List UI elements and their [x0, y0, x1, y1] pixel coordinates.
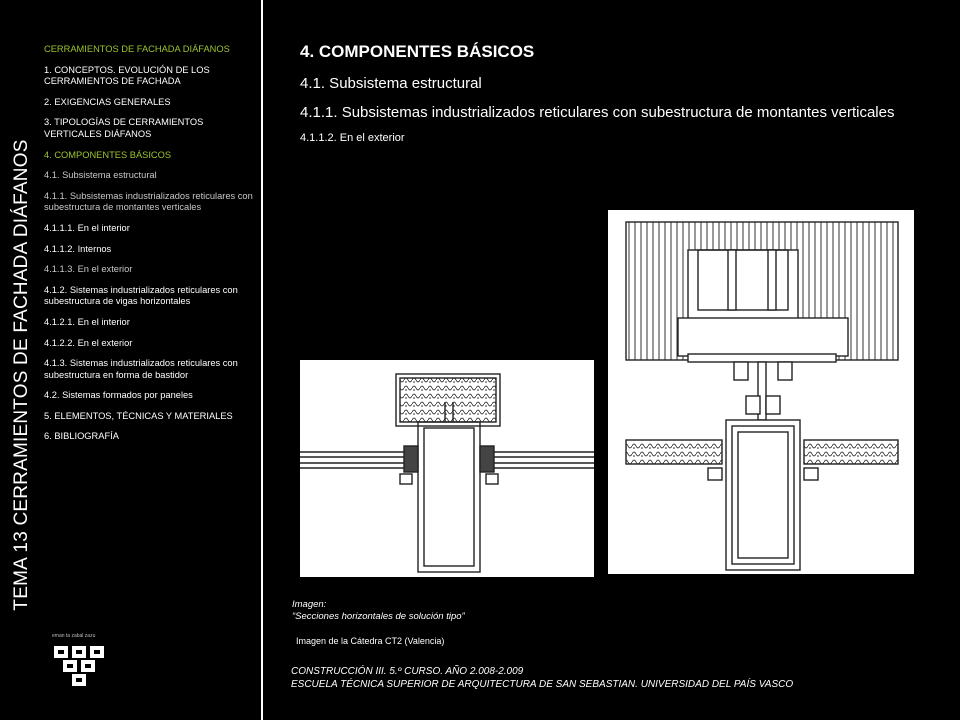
vertical-title [2, 140, 42, 610]
caption-label: Imagen: [292, 599, 327, 610]
university-logo [48, 632, 110, 694]
section-drawing-left [300, 360, 594, 577]
footer-school: ESCUELA TÉCNICA SUPERIOR DE ARQUITECTURA DE SAN SEBASTIAN. UNIVERSIDAD DEL PAÍS VASCO [291, 678, 794, 690]
sidebar-item[interactable]: 4.1.1.2. Internos [44, 243, 112, 254]
sidebar-item[interactable]: 4.2. Sistemas formados por paneles [44, 390, 193, 401]
sidebar-item[interactable]: 4.1.1. Subsistemas industrializados reticulares con subestructura de montantes verticales [44, 190, 253, 213]
subsection-heading: 4.1.1. Subsistemas industrializados reticulares con subestructura de montantes verticales [300, 104, 895, 121]
sidebar-nav [44, 44, 258, 452]
footer [291, 666, 793, 691]
divider-line [261, 0, 263, 720]
sidebar-item[interactable]: 6. BIBLIOGRAFÍA [44, 431, 119, 442]
vertical-title-text: TEMA 13 CERRAMIENTOS DE FACHADA DIÁFANOS [11, 139, 32, 611]
sidebar-item[interactable]: CERRAMIENTOS DE FACHADA DIÁFANOS [44, 44, 230, 54]
sidebar-item[interactable]: 4.1.1.1. En el interior [44, 222, 130, 233]
sidebar-item[interactable]: 4.1.2. Sistemas industrializados reticulares con subestructura de vigas horizontales [44, 284, 238, 307]
sidebar-item[interactable]: 3. TIPOLOGÍAS DE CERRAMIENTOS VERTICALES DIÁFANOS [44, 117, 204, 139]
section-drawing-right [608, 210, 914, 574]
logo-text: eman ta zabal zazu [52, 633, 96, 639]
image-credit: Imagen de la Cátedra CT2 (Valencia) [296, 636, 445, 646]
sidebar-item[interactable]: 4.1.2.2. En el exterior [44, 337, 133, 348]
sidebar-item[interactable]: 4.1.3. Sistemas industrializados reticulares con subestructura en forma de bastidor [44, 358, 238, 380]
sidebar-item[interactable]: 4. COMPONENTES BÁSICOS [44, 149, 172, 160]
sub-subsection-heading: 4.1.1.2. En el exterior [300, 132, 405, 144]
caption-text: “Secciones horizontales de solución tipo” [292, 610, 465, 622]
sidebar-item[interactable]: 4.1.2.1. En el interior [44, 316, 130, 327]
sidebar-item[interactable]: 1. CONCEPTOS. EVOLUCIÓN DE LOS CERRAMIENTOS DE FACHADA [44, 64, 210, 87]
university-seal-icon [48, 632, 110, 694]
figure-caption [292, 599, 465, 622]
footer-course: CONSTRUCCIÓN III. 5.º CURSO. AÑO 2.008-2.009 [291, 666, 524, 677]
sidebar-item[interactable]: 4.1.1.3. En el exterior [44, 264, 133, 275]
section-heading: 4.1. Subsistema estructural [300, 75, 482, 92]
page-title: 4. COMPONENTES BÁSICOS [300, 42, 535, 61]
sidebar-item[interactable]: 2. EXIGENCIAS GENERALES [44, 96, 171, 107]
sidebar-item[interactable]: 5. ELEMENTOS, TÉCNICAS Y MATERIALES [44, 410, 233, 421]
sidebar-item[interactable]: 4.1. Subsistema estructural [44, 170, 157, 181]
